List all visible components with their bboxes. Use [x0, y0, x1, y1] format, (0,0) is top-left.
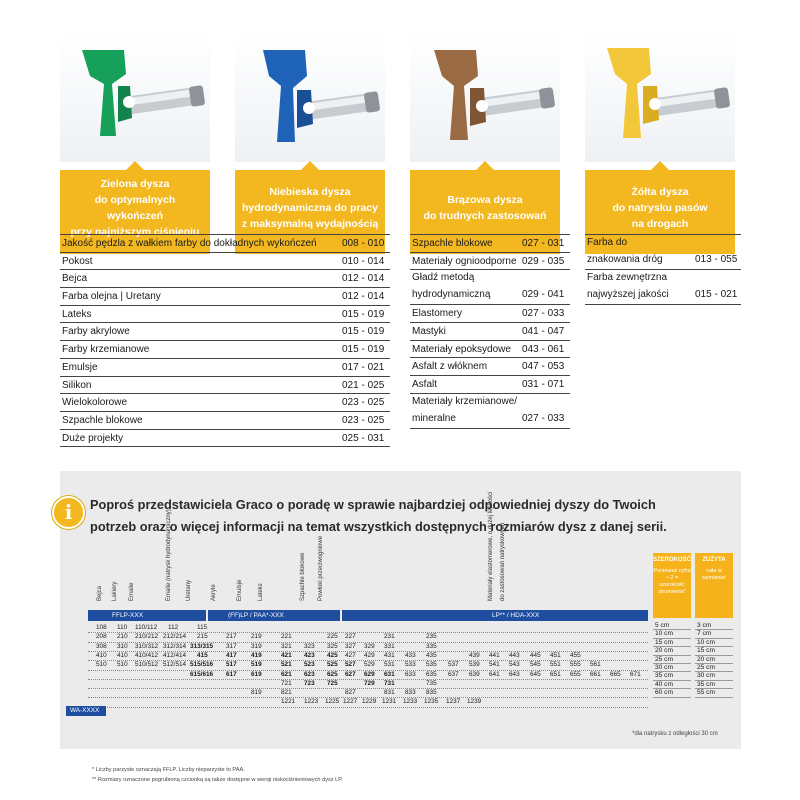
tip-size-cell: 108	[96, 624, 107, 631]
row-tip-range: 012 - 014	[342, 273, 385, 285]
tip-size-cell: 210	[117, 633, 128, 641]
tip-size-cell: 410/412	[135, 651, 159, 659]
row-tip-range: 029 - 035	[522, 255, 565, 267]
table-row	[60, 394, 390, 412]
table-row	[410, 253, 570, 271]
tip-size-cell: 533	[405, 661, 416, 669]
table-row	[410, 270, 570, 305]
tip-size-cell: 517	[226, 661, 237, 669]
spray-width-value: 30 cm	[653, 664, 691, 672]
row-tip-range: 015 - 019	[342, 308, 385, 320]
column-header: Materiały elastomerowe, o dużej lepkości	[488, 491, 494, 601]
table-row	[410, 394, 570, 429]
row-label: Wielokolorowe	[62, 397, 128, 409]
tip-size-cell: 671	[630, 670, 641, 678]
tip-size-cell: 721	[281, 679, 292, 687]
tip-size-cell: 112	[168, 624, 179, 631]
row-tip-range: 008 - 010	[342, 238, 385, 249]
tip-size-cell: 819	[251, 689, 262, 697]
column-header: Uretany	[186, 579, 192, 601]
row-tip-range: 017 - 021	[342, 361, 385, 373]
worn-width-value: 7 cm	[695, 630, 733, 638]
green-banner-line-3: przy najniższym ciśnieniu	[70, 226, 200, 238]
row-label: Bejca	[62, 273, 88, 285]
row-label: Asfalt z włóknem	[412, 361, 488, 373]
product-blue-tip	[235, 32, 385, 230]
application-table-brown	[410, 234, 570, 429]
tip-size-cell: 421	[281, 651, 292, 659]
tip-size-cell: 665	[610, 670, 621, 678]
tip-size-cell: 435	[426, 651, 437, 659]
tip-size-cell: 735	[426, 679, 437, 687]
table-row	[410, 376, 570, 394]
brown-banner-line-2: do trudnych zastosowań	[423, 210, 547, 222]
tip-size-cell: 431	[384, 651, 395, 659]
green-banner-line-1: Zielona dysza	[100, 178, 170, 190]
tip-size-cell: 410	[96, 651, 107, 659]
table-row	[60, 341, 390, 359]
spray-width-text: Ponieważ cyfra ÷ 2 = szerokość strumienia*	[653, 568, 691, 595]
table-row	[60, 253, 390, 271]
row-label: Elastomery	[412, 308, 463, 320]
row-label: Farba do	[587, 237, 628, 248]
tip-size-cell: 308	[96, 642, 107, 650]
tip-size-cell: 410	[117, 651, 128, 659]
worn-header	[695, 553, 733, 618]
tip-size-cell: 529	[364, 661, 375, 669]
tip-size-cell: 623	[304, 670, 315, 678]
worn-column	[695, 622, 733, 698]
yellow-banner-line-2: do natrysku pasów	[612, 202, 708, 214]
yellow-spray-tip-illustration	[585, 32, 735, 162]
green-spray-tip-illustration	[60, 32, 210, 162]
row-label-continued: najwyższej jakości	[587, 289, 669, 300]
tip-size-cell: 551	[550, 661, 561, 669]
tip-size-cell: 827	[345, 689, 356, 697]
tip-size-cell: 631	[384, 670, 395, 678]
wa-series-label: WA-XXXX	[66, 706, 106, 716]
tip-size-cell: 519	[251, 661, 262, 669]
blue-tip-image	[235, 32, 385, 162]
advice-line-1: Poproś przedstawiciela Graco o poradę w sprawie najbardziej odpowiedniej dyszy do Twoich	[90, 497, 656, 512]
spray-width-title: SZEROKOŚĆ	[653, 557, 692, 563]
green-banner-line-2: do optymalnych wykończeń	[94, 194, 176, 222]
blue-banner-line-2: hydrodynamiczna do pracy	[242, 202, 378, 214]
tip-size-cell: 212/214	[163, 633, 187, 641]
column-header: Bejca	[97, 585, 103, 601]
row-tip-range: 041 - 047	[522, 326, 565, 338]
row-tip-range: 010 - 014	[342, 255, 385, 267]
table-row	[60, 359, 390, 377]
table-row	[585, 270, 741, 305]
row-tip-range: 027 - 033	[522, 412, 565, 424]
tip-size-cell: 731	[384, 679, 395, 687]
row-label-continued: mineralne	[412, 412, 456, 424]
tip-size-cell: 323	[304, 642, 315, 650]
tip-size-cell: 535	[426, 661, 437, 669]
column-header: Lakiery	[112, 581, 118, 601]
column-header: Akryle	[211, 584, 217, 601]
series-bar-middle: (FF)LP / PAA*-XXX	[208, 610, 340, 621]
tip-size-cell: 1237	[446, 698, 461, 706]
table-row	[60, 235, 390, 253]
series-bar-right: LP** / HDA-XXX	[342, 610, 648, 621]
chart-row-divider	[88, 688, 648, 689]
column-header: Lateks	[258, 583, 264, 601]
tip-size-cell: 312/314	[163, 642, 187, 650]
tip-size-cell: 527	[345, 661, 356, 669]
tip-size-cell: 541	[489, 661, 500, 669]
tip-size-cell: 455	[570, 651, 581, 659]
tip-size-cell: 110/112	[135, 624, 158, 631]
tip-size-cell: 423	[304, 651, 315, 659]
yellow-tip-image	[585, 32, 735, 162]
tip-size-cell: 310	[117, 642, 128, 650]
tip-size-cell: 645	[530, 670, 541, 678]
tip-size-cell: 329	[364, 642, 375, 650]
row-label: Materiały ognioodporne	[412, 255, 517, 267]
table-row	[585, 235, 741, 270]
tip-size-cell: 561	[590, 661, 601, 669]
row-tip-range: 023 - 025	[342, 397, 385, 409]
table-row	[410, 341, 570, 359]
tip-size-cell: 831	[384, 689, 395, 697]
tip-size-cell: 235	[426, 633, 437, 641]
row-label: Asfalt	[412, 379, 438, 391]
tip-size-cell: 619	[251, 670, 262, 678]
row-label: Szpachle blokowe	[62, 414, 143, 426]
tip-size-cell: 639	[469, 670, 480, 678]
spray-width-value: 60 cm	[653, 689, 691, 697]
tip-size-cell: 231	[384, 633, 395, 641]
table-row	[60, 306, 390, 324]
tip-size-cell: 208	[96, 633, 107, 641]
tip-size-cell: 539	[469, 661, 480, 669]
column-header: Szpachle blokowe	[300, 552, 306, 601]
tip-size-cell: 512/514	[163, 661, 187, 669]
worn-width-value: 20 cm	[695, 656, 733, 664]
tip-size-cell: 617	[226, 670, 237, 678]
row-label: Silikon	[62, 379, 92, 391]
tip-size-cell: 555	[570, 661, 581, 669]
column-header: Emalie	[129, 582, 135, 601]
tip-size-cell: 621	[281, 670, 292, 678]
tip-size-cell: 627	[345, 670, 356, 678]
tip-size-cell: 729	[364, 679, 375, 687]
banner-arrow	[475, 161, 495, 171]
tip-size-cell: 637	[448, 670, 459, 678]
tip-size-cell: 835	[426, 689, 437, 697]
footnote-2: ** Rozmiary oznaczone pogrubioną czcionką są także dostępne w wersji niskociśnieniowych dysz LP.	[92, 777, 343, 783]
spray-width-value: 5 cm	[653, 622, 691, 630]
tip-size-cell: 210/212	[135, 633, 159, 641]
tip-size-cell: 335	[426, 642, 437, 650]
spray-width-value: 40 cm	[653, 681, 691, 689]
tip-size-cell: 1221	[281, 698, 296, 706]
tip-size-cell: 1225	[325, 698, 340, 706]
tip-size-cell: 115	[197, 624, 208, 631]
spray-width-value: 15 cm	[653, 639, 691, 647]
tip-size-cell: 419	[251, 651, 262, 659]
row-label: Mastyki	[412, 326, 446, 338]
tip-size-cell: 525	[327, 661, 338, 669]
row-tip-range: 012 - 014	[342, 291, 385, 303]
worn-width-value: 3 cm	[695, 622, 733, 630]
tip-size-cell: 655	[570, 670, 581, 678]
column-header: Emulsje	[237, 579, 243, 601]
tip-size-cell: 425	[327, 651, 338, 659]
brown-spray-tip-illustration	[410, 32, 560, 162]
tip-size-cell: 1231	[382, 698, 397, 706]
product-brown-tip	[410, 32, 560, 222]
brown-banner-line-1: Brązowa dysza	[447, 194, 523, 206]
row-label-continued: znakowania dróg	[587, 254, 663, 265]
tip-size-cell: 317	[226, 642, 237, 650]
tip-size-cell: 415	[197, 651, 208, 659]
series-bar-left: FFLP-XXX	[88, 610, 206, 621]
column-header: do zastosowań natryskowych	[500, 522, 506, 601]
yellow-banner-line-3: na drogach	[631, 218, 689, 230]
tip-size-cell: 412/414	[163, 651, 187, 659]
tip-size-cell: 510	[117, 661, 128, 669]
tip-size-cell: 510/512	[135, 661, 159, 669]
tip-size-cell: 833	[405, 689, 416, 697]
row-tip-range: 031 - 071	[522, 379, 565, 391]
application-table-yellow	[585, 234, 741, 305]
tip-size-cell: 1227	[343, 698, 358, 706]
row-label: Duże projekty	[62, 432, 124, 444]
table-row	[410, 235, 570, 253]
banner-arrow	[125, 161, 145, 171]
table-row	[60, 270, 390, 288]
footnote-1: * Liczby parzyste oznaczają FFLP. Liczby nieparzyste to PAA.	[92, 767, 245, 773]
product-yellow-tip	[585, 32, 735, 230]
tip-size-cell: 629	[364, 670, 375, 678]
advice-line-2: potrzeb oraz o więcej informacji na temat wszystkich dostępnych rozmiarów dysz z danej serii.	[90, 519, 667, 534]
tip-size-cell: 417	[226, 651, 237, 659]
worn-text: cała w wymianie!	[701, 568, 727, 581]
blue-spray-tip-illustration	[235, 32, 385, 162]
tip-size-cell: 310/312	[135, 642, 159, 650]
row-label: Gładź metodą	[412, 272, 475, 284]
row-tip-range: 027 - 033	[522, 308, 565, 320]
spray-width-header	[653, 553, 691, 618]
brown-tip-image	[410, 32, 560, 162]
tip-size-cell: 537	[448, 661, 459, 669]
tip-size-cell: 313/315	[190, 642, 214, 650]
tip-size-cell: 451	[550, 651, 561, 659]
chart-row-divider	[88, 707, 648, 708]
tip-size-cell: 543	[509, 661, 520, 669]
tip-size-cell: 429	[364, 651, 375, 659]
tip-size-cell: 441	[489, 651, 500, 659]
tip-size-cell: 445	[530, 651, 541, 659]
worn-title: ZUŻYTA	[702, 557, 726, 563]
tip-size-cell: 217	[226, 633, 237, 641]
row-label-continued: hydrodynamiczną	[412, 289, 491, 301]
spray-width-value: 35 cm	[653, 672, 691, 680]
row-tip-range: 047 - 053	[522, 361, 565, 373]
row-label: Jakość pędzla z wałkiem farby do dokładnych wykończeń	[62, 238, 317, 249]
row-label: Pokost	[62, 255, 93, 267]
row-label: Farba olejna | Uretany	[62, 291, 161, 303]
row-label: Emulsje	[62, 361, 98, 373]
spray-width-value: 20 cm	[653, 647, 691, 655]
row-label: Farba zewnętrzna	[587, 272, 668, 283]
row-tip-range: 025 - 031	[342, 432, 385, 444]
tip-size-cell: 523	[304, 661, 315, 669]
row-label: Materiały krzemianowe/	[412, 395, 518, 407]
table-row	[60, 430, 390, 448]
table-row	[410, 323, 570, 341]
row-tip-range: 013 - 055	[695, 254, 738, 265]
tip-size-cell: 723	[304, 679, 315, 687]
tip-size-cell: 225	[327, 633, 338, 641]
row-tip-range: 015 - 019	[342, 344, 385, 356]
row-label: Farby krzemianowe	[62, 344, 150, 356]
tip-size-cell: 331	[384, 642, 395, 650]
application-table-general	[60, 234, 390, 447]
tip-size-cell: 515/516	[190, 661, 214, 669]
column-header: Powłoki przeciwogniowe	[318, 535, 324, 601]
row-label: Szpachle blokowe	[412, 238, 493, 249]
row-tip-range: 029 - 041	[522, 289, 565, 301]
table-row	[60, 412, 390, 430]
tip-size-cell: 219	[251, 633, 262, 641]
tip-size-cell: 725	[327, 679, 338, 687]
tip-size-cell: 327	[345, 642, 356, 650]
row-tip-range: 027 - 031	[522, 238, 565, 249]
tip-size-cell: 110	[117, 624, 128, 631]
info-icon: i	[52, 496, 85, 529]
banner-arrow	[650, 161, 670, 171]
worn-width-value: 15 cm	[695, 647, 733, 655]
table-row	[60, 323, 390, 341]
table-row	[60, 377, 390, 395]
tip-size-cell: 1233	[403, 698, 418, 706]
tip-size-cell: 651	[550, 670, 561, 678]
banner-arrow	[300, 161, 320, 171]
yellow-banner-line-1: Żółta dysza	[631, 186, 689, 198]
tip-size-cell: 433	[405, 651, 416, 659]
spray-width-column	[653, 622, 691, 698]
worn-width-value: 35 cm	[695, 681, 733, 689]
tip-size-cell: 635	[426, 670, 437, 678]
blue-banner-line-1: Niebieska dysza	[269, 186, 351, 198]
row-tip-range: 015 - 021	[695, 289, 738, 300]
tip-size-cell: 821	[281, 689, 292, 697]
tip-size-cell: 1223	[304, 698, 319, 706]
tip-size-cell: 1239	[467, 698, 482, 706]
table-row	[410, 305, 570, 323]
product-green-tip	[60, 32, 210, 238]
tip-size-cell: 215	[197, 633, 208, 641]
tip-size-cell: 1229	[362, 698, 377, 706]
tip-size-cell: 521	[281, 661, 292, 669]
tip-size-cell: 661	[590, 670, 601, 678]
row-label: Materiały epoksydowe	[412, 343, 511, 355]
spray-width-value: 10 cm	[653, 630, 691, 638]
row-tip-range: 021 - 025	[342, 379, 385, 391]
row-tip-range: 043 - 061	[522, 343, 565, 355]
blue-banner-line-3: z maksymalną wydajnością	[241, 218, 379, 230]
table-row	[410, 358, 570, 376]
tip-size-cell: 643	[509, 670, 520, 678]
tip-size-cell: 625	[327, 670, 338, 678]
tip-size-cell: 321	[281, 642, 292, 650]
tip-size-cell: 531	[384, 661, 395, 669]
tip-size-cell: 319	[251, 642, 262, 650]
tip-size-cell: 443	[509, 651, 520, 659]
tip-size-cell: 221	[281, 633, 292, 641]
worn-width-value: 30 cm	[695, 672, 733, 680]
row-tip-range: 015 - 019	[342, 326, 385, 338]
worn-width-value: 55 cm	[695, 689, 733, 697]
tip-size-cell: 227	[345, 633, 356, 641]
worn-width-value: 10 cm	[695, 639, 733, 647]
row-label: Lateks	[62, 308, 92, 320]
tip-size-cell: 1235	[424, 698, 439, 706]
tip-size-cell: 439	[469, 651, 480, 659]
green-tip-image	[60, 32, 210, 162]
column-header: Emalie (natrysk hydrodynamiczny)	[166, 509, 172, 601]
tip-size-cell: 427	[345, 651, 356, 659]
table-row	[60, 288, 390, 306]
tip-size-cell: 510	[96, 661, 107, 669]
tip-size-cell: 641	[489, 670, 500, 678]
tip-size-cell: 325	[327, 642, 338, 650]
row-tip-range: 023 - 025	[342, 414, 385, 426]
spray-width-value: 25 cm	[653, 656, 691, 664]
tip-size-cell: 615/616	[190, 670, 214, 678]
tip-size-cell: 545	[530, 661, 541, 669]
row-label: Farby akrylowe	[62, 326, 130, 338]
distance-note: *dla natrysku z odległości 30 cm	[632, 731, 718, 737]
advice-text	[90, 494, 730, 538]
worn-width-value: 25 cm	[695, 664, 733, 672]
tip-size-cell: 633	[405, 670, 416, 678]
